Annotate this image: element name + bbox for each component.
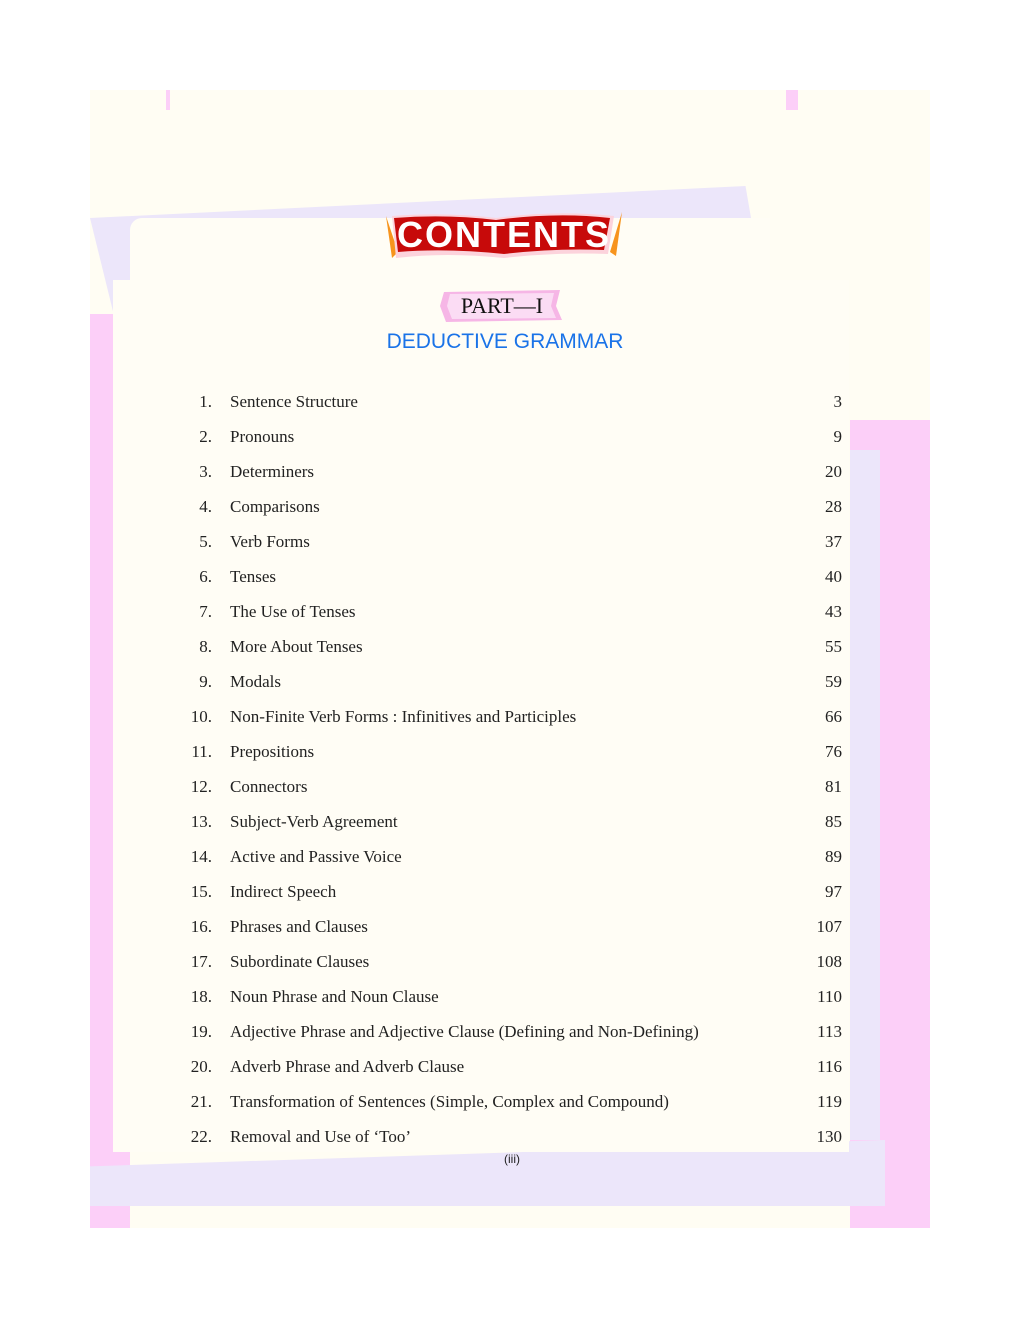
entry-title: Pronouns [230,427,295,446]
toc-entry[interactable] [150,705,842,740]
entry-title: Sentence Structure [230,392,358,411]
entry-number: 12. [190,777,212,796]
entry-number: 19. [190,1022,212,1041]
entry-number: 7. [199,602,212,621]
entry-page: 43 [825,602,842,621]
entry-title: Active and Passive Voice [230,847,402,866]
entry-page: 89 [825,847,842,866]
entry-page: 40 [825,567,842,586]
toc-entry[interactable] [150,600,842,635]
entry-number: 13. [190,812,212,831]
entry-number: 9. [199,672,212,691]
entry-title: Subject-Verb Agreement [230,812,398,831]
entry-number: 6. [199,567,212,586]
entry-page: 59 [825,672,842,691]
toc-entry[interactable] [150,1090,842,1125]
entry-number: 14. [190,847,212,866]
entry-number: 20. [190,1057,212,1076]
part-label [440,290,564,322]
page-folio: (iii) [504,1152,520,1166]
entry-number: 4. [199,497,212,516]
entry-number: 21. [190,1092,212,1111]
entry-title: Connectors [230,777,308,796]
entry-page: 76 [825,742,842,761]
entry-number: 2. [199,427,212,446]
entry-page: 110 [817,987,842,1006]
pink-stripe [166,90,170,110]
entry-page: 66 [825,707,842,726]
entry-number: 1. [199,392,212,411]
entry-page: 107 [816,917,842,936]
entry-number: 8. [199,637,212,656]
toc-entry[interactable] [150,985,842,1020]
entry-page: 20 [825,462,842,481]
entry-title: Verb Forms [230,532,310,551]
entry-title: Determiners [230,462,315,481]
entry-title: Adjective Phrase and Adjective Clause (Defining and Non-Defining) [230,1022,699,1041]
entry-page: 116 [817,1057,842,1076]
toc-entry[interactable] [150,1055,842,1090]
entry-page: 97 [825,882,842,901]
toc-entry[interactable] [150,880,842,915]
entry-page: 9 [833,427,842,446]
toc-entry[interactable] [150,810,842,845]
entry-page: 28 [825,497,842,516]
entry-title: Removal and Use of ‘Too’ [230,1127,412,1146]
entry-title: Subordinate Clauses [230,952,370,971]
entry-number: 18. [190,987,212,1006]
entry-page: 85 [825,812,842,831]
toc-entry[interactable] [150,740,842,775]
lavender-band-right [850,450,880,1140]
entry-title: Adverb Phrase and Adverb Clause [230,1057,465,1076]
entry-page: 81 [825,777,842,796]
entry-number: 22. [190,1127,212,1146]
toc-entry[interactable] [150,635,842,670]
entry-number: 15. [190,882,212,901]
toc-entry[interactable] [150,425,842,460]
entry-page: 108 [816,952,842,971]
entry-number: 10. [190,707,212,726]
toc-entry[interactable] [150,950,842,985]
entry-title: Modals [230,672,281,691]
entry-number: 11. [191,742,212,761]
toc-entry[interactable] [150,1020,842,1055]
toc-entry[interactable] [150,460,842,495]
entry-title: Indirect Speech [230,882,337,901]
entry-title: The Use of Tenses [230,602,356,621]
toc-entry[interactable] [150,845,842,880]
toc-entry[interactable] [150,915,842,950]
entry-title: Phrases and Clauses [230,917,368,936]
contents-banner [386,212,622,258]
entry-number: 3. [199,462,212,481]
entry-number: 17. [190,952,212,971]
contents-title: CONTENTS [397,214,611,255]
entry-title: Noun Phrase and Noun Clause [230,987,439,1006]
entry-number: 16. [190,917,212,936]
entry-page: 3 [833,392,842,411]
toc-entry[interactable] [150,775,842,810]
section-title: DEDUCTIVE GRAMMAR [386,330,624,353]
toc-entry[interactable] [150,565,842,600]
toc-entry[interactable] [150,495,842,530]
entry-page: 37 [825,532,842,551]
entry-page: 55 [825,637,842,656]
entry-title: Non-Finite Verb Forms : Infinitives and Participles [230,707,577,726]
entry-page: 119 [817,1092,842,1111]
toc-list [150,390,842,1160]
part-text: PART—I [460,293,544,318]
entry-number: 5. [199,532,212,551]
entry-title: Prepositions [230,742,315,761]
entry-page: 113 [817,1022,842,1041]
toc-entry[interactable] [150,530,842,565]
entry-title: Comparisons [230,497,320,516]
entry-title: More About Tenses [230,637,363,656]
toc-entry[interactable] [150,390,842,425]
toc-entry[interactable] [150,670,842,705]
entry-title: Transformation of Sentences (Simple, Complex and Compound) [230,1092,669,1111]
entry-page: 130 [816,1127,842,1146]
entry-title: Tenses [230,567,277,586]
pink-stripe [786,90,798,110]
